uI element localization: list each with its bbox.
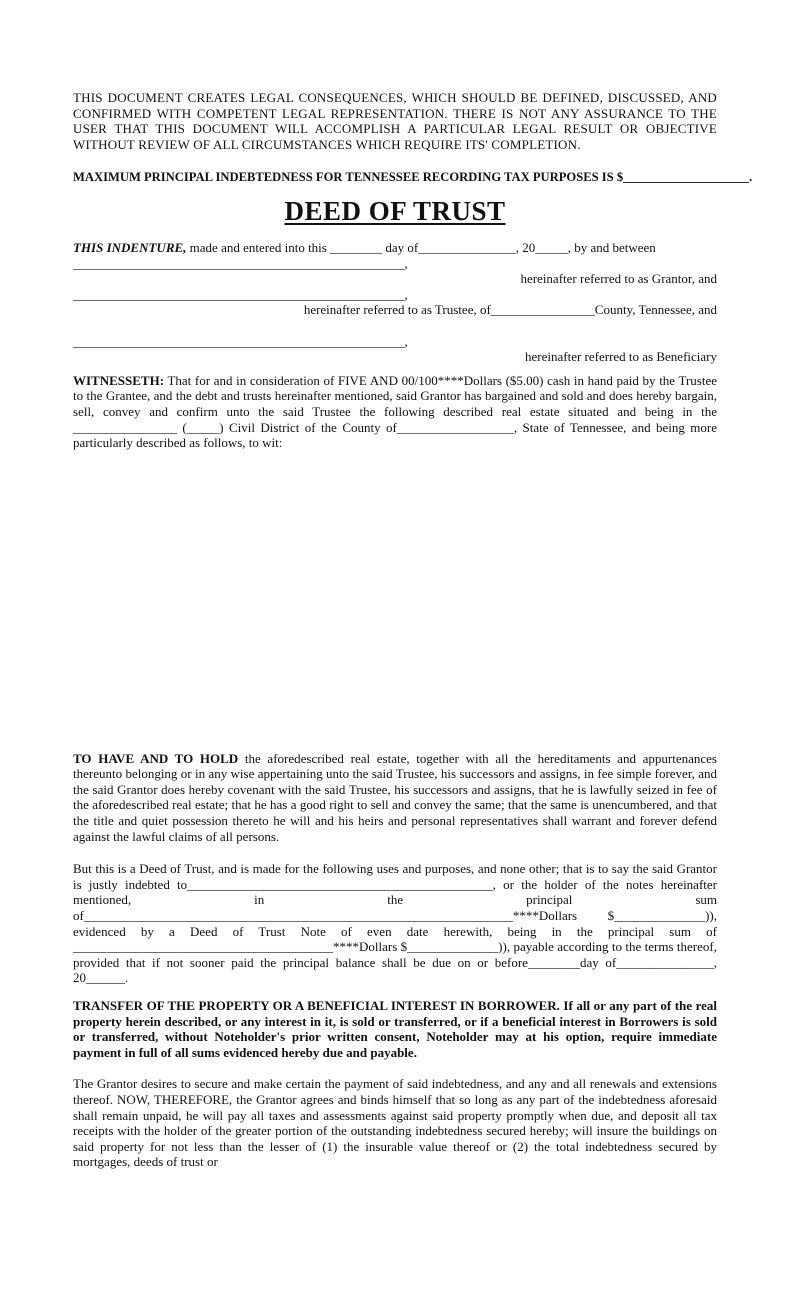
witnesseth-paragraph — [73, 373, 717, 451]
grantor-covenants-paragraph: The Grantor desires to secure and make certain the payment of said indebtedness, and any and all renewals and extensions thereof. NOW, THEREFORE, the Grantor agrees and binds himself that so long as any part of the indebtedness aforesaid shall remain unpaid, he will pay all taxes and assessments against said property promptly when due, and deposit all tax receipts with the holder of the greater portion of the outstanding indebtedness secured hereby; will insure the buildings on said property for not less than the lesser of (1) the insurable value thereof or (2) the total indebtedness secured by mortgages, deeds of trust or — [73, 1076, 717, 1170]
indenture-lead-in: THIS INDENTURE, — [73, 239, 187, 255]
indenture-paragraph — [73, 240, 717, 256]
indenture-text: made and entered into this ________ day of_______________, 20_____, by and between — [186, 239, 656, 255]
grantor-designation-line: hereinafter referred to as Grantor, and — [520, 271, 717, 287]
habendum-lead-in: TO HAVE AND TO HOLD — [73, 750, 239, 766]
max-principal-indebtedness-line: MAXIMUM PRINCIPAL INDEBTEDNESS FOR TENNESSEE RECORDING TAX PURPOSES IS $____________________. — [73, 170, 753, 185]
grantor-name-blank-line: ___________________________________________________, — [73, 255, 408, 271]
habendum-text: the aforedescribed real estate, together with all the hereditaments and appurtenances thereunto belonging or in any wise appertaining unto the said Trustee, his successors and assigns, in fee simple forever, and the said Grantor does hereby covenant with the said Trustee, his successors and assigns, that he is lawfully seized in fee of the aforedescribed real estate; that he has a good right to sell and convey the same; that the same is unencumbered, and that the title and quiet possession thereto he will and his heirs and personal representatives shall warrant and forever defend against the lawful claims of all persons. — [73, 750, 717, 844]
trustee-designation-line: hereinafter referred to as Trustee, of________________County, Tennessee, and — [303, 302, 717, 318]
beneficiary-designation-line: hereinafter referred to as Beneficiary — [525, 349, 717, 365]
property-description-blank-space — [73, 451, 717, 751]
witnesseth-lead-in: WITNESSETH: — [73, 372, 165, 388]
beneficiary-name-blank-line: ___________________________________________________, — [73, 333, 408, 349]
habendum-paragraph — [73, 751, 717, 845]
parties-section — [73, 256, 717, 365]
legal-disclaimer-paragraph: THIS DOCUMENT CREATES LEGAL CONSEQUENCES, WHICH SHOULD BE DEFINED, DISCUSSED, AND CONFIRMED WITH COMPETENT LEGAL REPRESENTATION. THERE IS NOT ANY ASSURANCE TO THE USER THAT THIS DOCUMENT WILL ACCOMPLISH A PARTICULAR LEGAL RESULT OR OBJECTIVE WITHOUT REVIEW OF ALL CIRCUMSTANCES WHICH REQUIRE ITS' COMPLETION. — [73, 90, 717, 152]
witnesseth-text: That for and in consideration of FIVE AND 00/100****Dollars ($5.00) cash in hand paid by the Trustee to the Grantee, and the debt and trusts hereinafter mentioned, said Grantor has bargained and sold and does hereby bargain, sell, convey and confirm unto the said Trustee the following described real estate situated and being in the ________________ (_____) Civil District of the County of__________________, State of Tennessee, and being more particularly described as follows, to wit: — [73, 372, 717, 451]
trustee-name-blank-line: ___________________________________________________, — [73, 286, 408, 302]
document-title: DEED OF TRUST — [284, 195, 506, 226]
debt-obligation-paragraph: But this is a Deed of Trust, and is made for the following uses and purposes, and none other; that is to say the said Grantor is justly indebted to_______________________________________________, or the holder of the notes hereinafter mentioned, in the principal sum of__________________________________________________________________****Dollars $______________)), evidenced by a Deed of Trust Note of even date herewith, being in the principal sum of ________________________________________****Dollars $______________)), payable according to the terms thereof, provided that if not sooner paid the principal balance shall be due on or before________day of_______________, 20______. — [73, 861, 717, 986]
transfer-of-property-paragraph: TRANSFER OF THE PROPERTY OR A BENEFICIAL INTEREST IN BORROWER. If all or any part of the real property herein described, or any interest in it, is sold or transferred, or if a beneficial interest in Borrowers is sold or transferred, without Noteholder's prior written consent, Noteholder may at his option, require immediate payment in full of all sums evidenced hereby due and payable. — [73, 998, 717, 1060]
blank-spacer-line — [73, 318, 717, 334]
